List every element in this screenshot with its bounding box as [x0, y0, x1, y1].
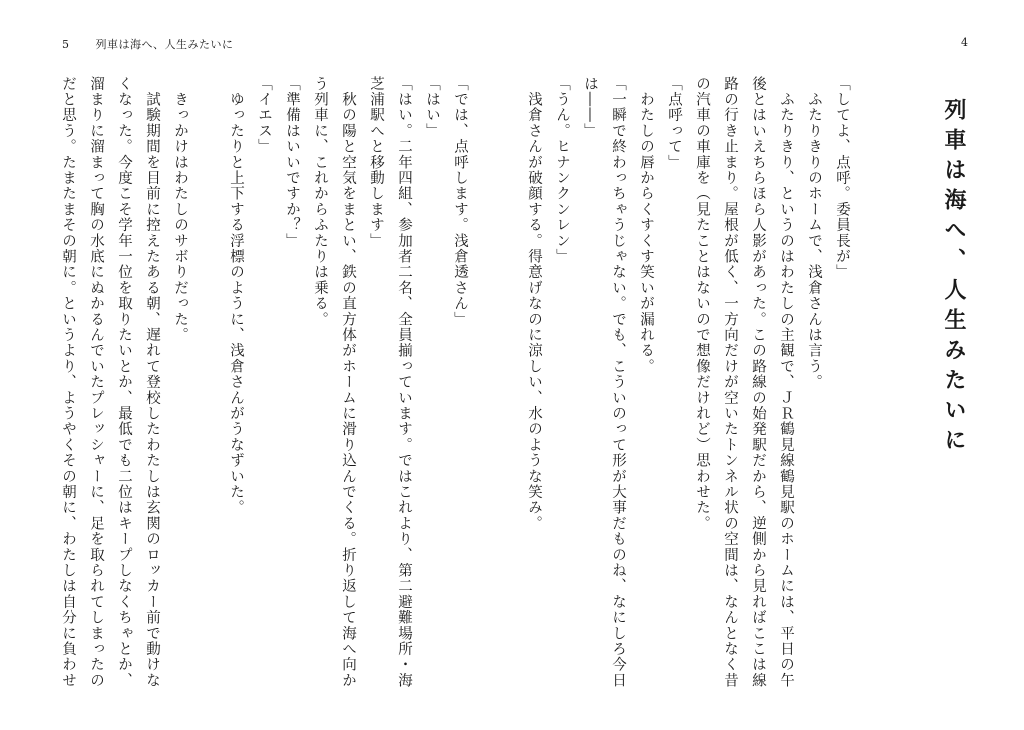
text-line: 「点呼って」 — [666, 76, 682, 171]
text-line: 浅倉さんが破顔する。得意げなのに涼しい、水のような笑み。 — [526, 76, 542, 532]
text-line: 「一瞬で終わっちゃうじゃない。でも、こういのって形が大事だものね、なにしろ今日 — [610, 76, 626, 689]
page-number-left: 5 — [62, 38, 70, 51]
text-line: は――」 — [582, 76, 598, 139]
text-line: ふたりきり、というのはわたしの主観で、ＪＲ鶴見線鶴見駅のホームには、平日の午 — [778, 76, 794, 689]
page-number-right: 4 — [961, 36, 968, 49]
text-line: 「準備はいいですか？」 — [284, 76, 300, 249]
text-line: くなった。今度こそ学年一位を取りたいとか、最低でも二位はキープしなくちゃとか、 — [116, 76, 132, 689]
text-line: 「してよ、点呼。委員長が」 — [834, 76, 850, 281]
running-header — [62, 36, 234, 52]
blank-line — [194, 76, 222, 716]
text-line: だと思う。たまたまその朝に。というより、ようやくその朝に、わたしは自分に負わせ — [60, 76, 76, 689]
text-line: の汽車の車庫を（見たことはないので想像だけれど）思わせた。 — [694, 76, 710, 532]
text-line: 溜まりに溜まって胸の水底にぬかるんでいたプレッシャーに、足を取られてしまったの — [88, 76, 104, 689]
text-line: 「はい」 — [424, 76, 440, 139]
text-line: 芝浦駅へと移動します」 — [368, 76, 384, 249]
text-line: 試験期間を目前に控えたある朝、遅れて登校したわたしは玄関のロッカー前で動けな — [144, 76, 160, 689]
text-line: わたしの唇からくすくす笑いが漏れる。 — [638, 76, 654, 375]
right-page-body — [520, 76, 856, 716]
text-line: きっかけはわたしのサボりだった。 — [172, 76, 188, 343]
text-line: 「はい。二年四組、参加者二名、全員揃っています。ではこれより、第二避難場所・海 — [396, 76, 412, 689]
text-line: 後とはいえちらほら人影があった。この路線の始発駅だから、逆側から見ればここは線 — [750, 76, 766, 689]
text-line: ゆったりと上下する浮標のように、浅倉さんがうなずいた。 — [228, 76, 244, 516]
text-line: 「イエス」 — [256, 76, 272, 155]
left-page-body — [54, 76, 474, 716]
right-page — [512, 0, 1024, 730]
text-line: 路の行き止まり。屋根が低く、一方向だけが空いたトンネル状の空間は、なんとなく昔 — [722, 76, 738, 689]
text-line: 「では、点呼します。浅倉透さん」 — [452, 76, 468, 328]
text-line: 「うん。ヒナンクンレン」 — [554, 76, 570, 265]
text-line: 秋の陽と空気をまとい、鉄の直方体がホームに滑り込んでくる。折り返して海へ向か — [340, 76, 356, 689]
text-line: う列車に、これからふたりは乗る。 — [312, 76, 328, 328]
text-line: ふたりきりのホームで、浅倉さんは言う。 — [806, 76, 822, 390]
chapter-title: 列車は海へ、人生みたいに — [941, 98, 967, 458]
running-title: 列車は海へ、人生みたいに — [95, 38, 234, 51]
